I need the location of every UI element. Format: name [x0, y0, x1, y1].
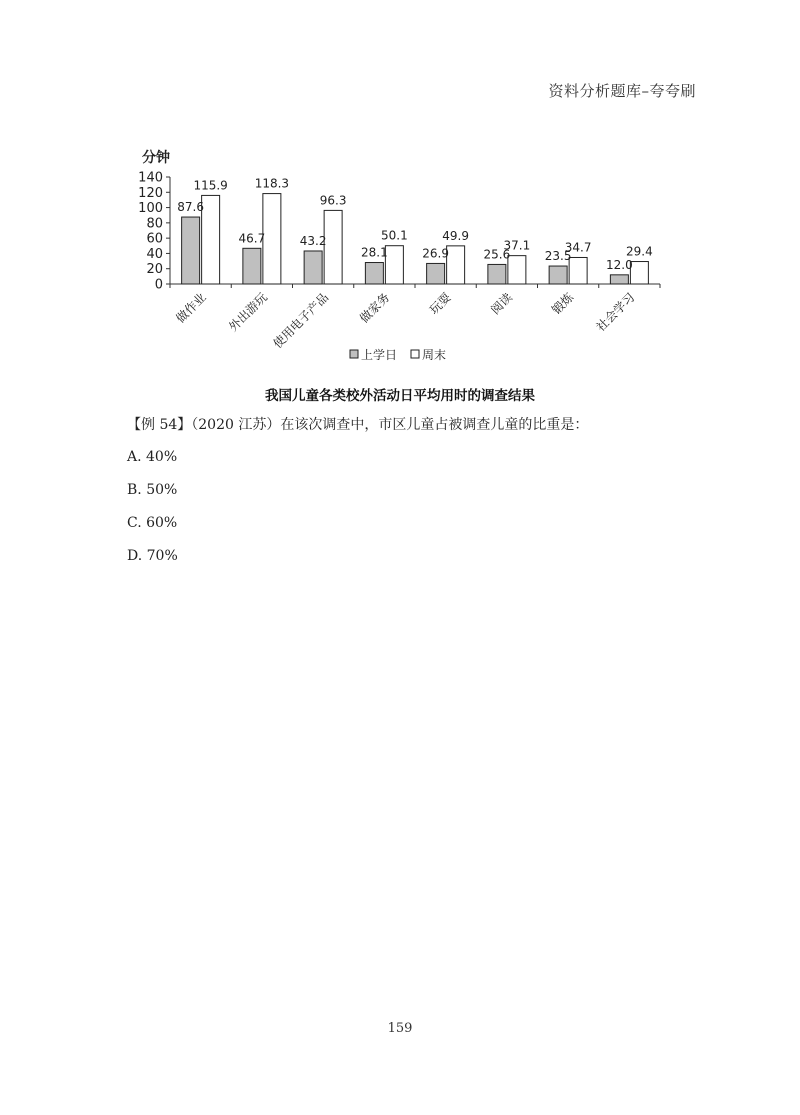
- data-label: 87.6: [177, 200, 204, 215]
- bar-weekend: [569, 257, 587, 284]
- bar-school-day: [365, 263, 383, 284]
- data-label: 43.2: [299, 233, 327, 248]
- data-label: 50.1: [381, 228, 408, 243]
- page-header-title: 资料分析题库–夸夸刷: [548, 82, 696, 100]
- y-tick-label: 60: [146, 231, 163, 247]
- legend-swatch-weekend: [411, 350, 419, 358]
- category-label: 外出游玩: [226, 290, 270, 335]
- data-label: 26.9: [422, 246, 449, 261]
- bar-weekend: [630, 262, 648, 284]
- bar-school-day: [488, 264, 506, 284]
- bar-weekend: [385, 246, 403, 284]
- data-label: 115.9: [193, 178, 228, 193]
- bar-weekend: [324, 210, 342, 284]
- bar-school-day: [243, 248, 261, 284]
- question-text: 【例 54】（2020 江苏）在该次调查中，市区儿童占被调查儿童的比重是：: [127, 417, 589, 433]
- data-label: 34.7: [564, 240, 592, 255]
- legend-swatch-school-day: [350, 350, 358, 358]
- bar-weekend: [508, 256, 526, 284]
- category-label: 玩耍: [426, 290, 454, 318]
- category-label: 做家务: [357, 290, 393, 326]
- data-label: 96.3: [319, 193, 347, 208]
- data-label: 37.1: [503, 238, 531, 253]
- bar-weekend: [447, 246, 465, 284]
- option-c[interactable]: C. 60%: [127, 515, 178, 531]
- data-label: 28.1: [361, 245, 388, 260]
- legend-label: 周末: [422, 348, 447, 362]
- option-d[interactable]: D. 70%: [127, 548, 178, 564]
- figure-caption: 我国儿童各类校外活动日平均用时的调查结果: [265, 388, 535, 404]
- y-tick-label: 100: [138, 201, 163, 217]
- data-label: 46.7: [238, 231, 266, 246]
- category-label: 使用电子产品: [270, 290, 332, 352]
- bar-school-day: [610, 275, 628, 284]
- bar-school-day: [427, 263, 445, 284]
- bar-weekend: [263, 194, 281, 284]
- y-tick-label: 40: [146, 246, 163, 262]
- y-axis-label: 分钟: [142, 150, 170, 166]
- option-b[interactable]: B. 50%: [127, 482, 178, 498]
- bar-school-day: [182, 217, 200, 284]
- bar-school-day: [304, 251, 322, 284]
- data-label: 118.3: [254, 176, 290, 191]
- data-label: 49.9: [442, 228, 469, 243]
- data-label: 25.6: [483, 247, 511, 262]
- category-label: 做作业: [173, 290, 209, 326]
- y-tick-label: 80: [146, 216, 163, 232]
- y-tick-label: 0: [154, 277, 163, 293]
- category-label: 锻炼: [549, 290, 577, 318]
- legend-label: 上学日: [361, 348, 398, 362]
- y-tick-label: 140: [138, 170, 163, 186]
- bar-school-day: [549, 266, 567, 284]
- option-a[interactable]: A. 40%: [127, 449, 178, 465]
- category-label: 阅读: [488, 290, 515, 318]
- category-label: 社会学习: [593, 290, 638, 335]
- data-label: 12.0: [606, 257, 633, 272]
- y-tick-label: 20: [146, 262, 163, 278]
- data-label: 23.5: [544, 249, 572, 264]
- y-tick-label: 120: [138, 185, 163, 201]
- bar-weekend: [202, 195, 220, 284]
- data-label: 29.4: [626, 244, 653, 259]
- bar-chart: [0, 0, 800, 400]
- page-number: 159: [387, 1021, 413, 1036]
